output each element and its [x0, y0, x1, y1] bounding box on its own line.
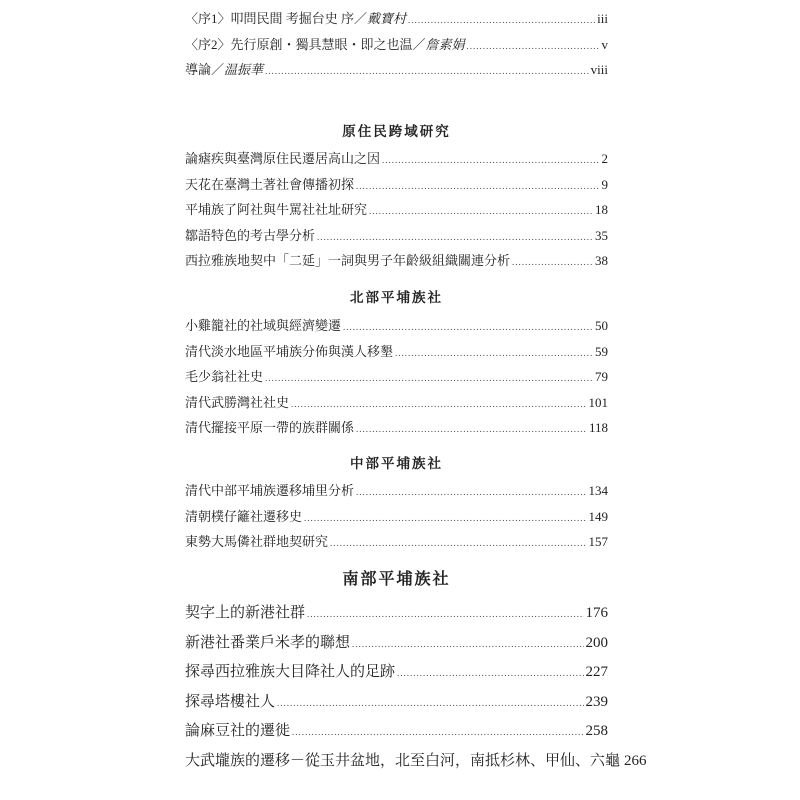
toc-entry[interactable] [185, 225, 608, 251]
entry-title [185, 225, 315, 244]
dot-leader [277, 698, 583, 708]
entry-title [185, 34, 465, 53]
toc-entry[interactable] [185, 199, 608, 225]
entry-page-number: 9 [601, 176, 608, 192]
entry-page-number: 266 [624, 752, 647, 769]
dot-leader [369, 206, 593, 216]
entry-page-number: 59 [595, 343, 608, 359]
entry-title-text: 新港社番業戶米孝的聯想 [185, 634, 351, 651]
entry-title-text: 清代擺接平原一帶的族群關係 [185, 420, 355, 435]
entry-title-text: 大武壠族的遷移－從玉井盆地，北至白河，南抵杉林、甲仙、六龜 [185, 752, 621, 769]
entry-title [185, 749, 620, 770]
toc-entry[interactable] [185, 601, 608, 631]
dot-leader [512, 257, 593, 267]
toc-entry[interactable] [185, 719, 608, 749]
entry-title-text: 天花在臺灣土著社會傳播初探 [185, 176, 355, 192]
entry-title [185, 660, 395, 681]
entry-title-text: 探尋塔樓社人 [185, 693, 276, 710]
dot-leader [330, 538, 586, 548]
entry-title [185, 315, 341, 334]
dot-leader [307, 609, 583, 619]
toc-entry[interactable] [185, 506, 608, 532]
dot-leader [265, 66, 589, 76]
preface-list [185, 8, 608, 85]
toc-entry[interactable] [185, 631, 608, 661]
section-heading: 中部平埔族社 [350, 456, 443, 471]
entry-title [185, 392, 289, 411]
toc-entry[interactable] [185, 174, 608, 200]
entry-page-number: 176 [585, 605, 608, 621]
entry-page-number: 200 [585, 634, 608, 651]
entry-page-number: 118 [588, 420, 608, 435]
toc-entry[interactable] [185, 366, 608, 392]
entry-author: 戴寶村 [367, 11, 407, 26]
dot-leader [317, 232, 593, 242]
entry-title [185, 690, 275, 711]
entry-page-number: 239 [585, 693, 608, 710]
dot-leader [356, 487, 586, 497]
entry-title-text: 導論／ [185, 62, 225, 77]
entry-title-text: 毛少翁社社史 [185, 369, 264, 384]
section-entries [185, 315, 608, 443]
entry-title [185, 250, 510, 269]
entry-page-number: 50 [595, 318, 608, 333]
entry-page-number: 101 [588, 394, 608, 410]
entry-author: 温振華 [224, 62, 264, 77]
toc-entry[interactable] [185, 34, 608, 60]
entry-title-text: 契字上的新港社群 [185, 605, 306, 621]
section-heading: 原住民跨域研究 [342, 124, 451, 139]
toc-entry[interactable] [185, 341, 608, 367]
entry-title [185, 341, 393, 360]
dot-leader [397, 668, 583, 678]
dot-leader [304, 513, 586, 523]
toc-entry[interactable] [185, 690, 608, 720]
entry-page-number: 157 [588, 534, 608, 549]
entry-page-number: 2 [601, 151, 608, 166]
entry-title-text: 鄒語特色的考古學分析 [185, 227, 316, 243]
entry-title-text: 〈序2〉先行原創・獨具慧眼・即之也温／ [185, 36, 426, 52]
toc-entry[interactable] [185, 250, 608, 276]
entry-page-number: v [601, 36, 608, 52]
entry-page-number: 149 [588, 508, 608, 524]
section-entries [185, 601, 647, 778]
toc-entry[interactable] [185, 749, 647, 779]
entry-page-number: 227 [585, 664, 608, 680]
entry-page-number: viii [590, 62, 608, 77]
entry-title [185, 531, 328, 550]
toc-entry[interactable] [185, 8, 608, 34]
entry-title-text: 清朝樸仔籬社遷移史 [185, 508, 303, 524]
entry-title [185, 601, 305, 622]
dot-leader [291, 399, 586, 409]
entry-title [185, 417, 354, 436]
entry-title [185, 8, 406, 27]
dot-leader [265, 373, 593, 383]
entry-title [185, 59, 263, 78]
dot-leader [352, 639, 583, 649]
toc-entry[interactable] [185, 392, 608, 418]
entry-title-text: 清代中部平埔族遷移埔里分析 [185, 483, 355, 498]
section-entries [185, 148, 608, 276]
entry-title-text: 論瘧疾與臺灣原住民遷居高山之因 [185, 151, 381, 166]
entry-page-number: 134 [588, 483, 608, 498]
toc-entry[interactable] [185, 417, 608, 443]
entry-title-text: 清代淡水地區平埔族分佈與漢人移墾 [185, 343, 394, 359]
entry-title-text: 清代武勝灣社社史 [185, 394, 290, 410]
toc-entry[interactable] [185, 148, 608, 174]
toc-entry[interactable] [185, 531, 608, 557]
dot-leader [467, 41, 600, 51]
section-heading: 北部平埔族社 [350, 290, 443, 305]
entry-title [185, 199, 367, 218]
entry-title-text: 小雞籠社的社域與經濟變遷 [185, 318, 342, 333]
entry-title-text: 東勢大馬僯社群地契研究 [185, 534, 329, 549]
entry-page-number: 38 [595, 253, 608, 268]
entry-page-number: 18 [595, 202, 608, 217]
entry-page-number: 258 [585, 723, 608, 739]
section-entries [185, 480, 608, 557]
entry-title [185, 719, 290, 740]
entry-title-text: 西拉雅族地契中「二延」一詞與男子年齡級組織關連分析 [185, 253, 511, 268]
dot-leader [395, 348, 593, 358]
entry-title-text: 探尋西拉雅族大目降社人的足跡 [185, 664, 396, 680]
entry-title [185, 148, 380, 167]
entry-title [185, 366, 263, 385]
dot-leader [292, 727, 583, 737]
section-heading: 南部平埔族社 [342, 571, 451, 588]
toc-entry[interactable] [185, 660, 608, 690]
entry-title [185, 480, 354, 499]
dot-leader [408, 15, 595, 25]
entry-title [185, 174, 354, 193]
entry-author: 詹素娟 [425, 36, 465, 52]
dot-leader [356, 181, 599, 191]
entry-title-text: 〈序1〉叩問民間 考掘台史 序／ [185, 11, 368, 26]
entry-page-number: 35 [595, 227, 608, 243]
toc-entry[interactable] [185, 59, 608, 85]
entry-title [185, 631, 350, 652]
dot-leader [343, 322, 593, 332]
entry-title-text: 平埔族了阿社與牛罵社社址研究 [185, 202, 368, 217]
dot-leader [382, 155, 599, 165]
dot-leader [356, 424, 587, 434]
entry-title-text: 論麻豆社的遷徙 [185, 723, 291, 739]
entry-title [185, 506, 302, 525]
entry-page-number: 79 [595, 369, 608, 384]
entry-page-number: iii [597, 11, 608, 26]
toc-entry[interactable] [185, 315, 608, 341]
toc-entry[interactable] [185, 480, 608, 506]
